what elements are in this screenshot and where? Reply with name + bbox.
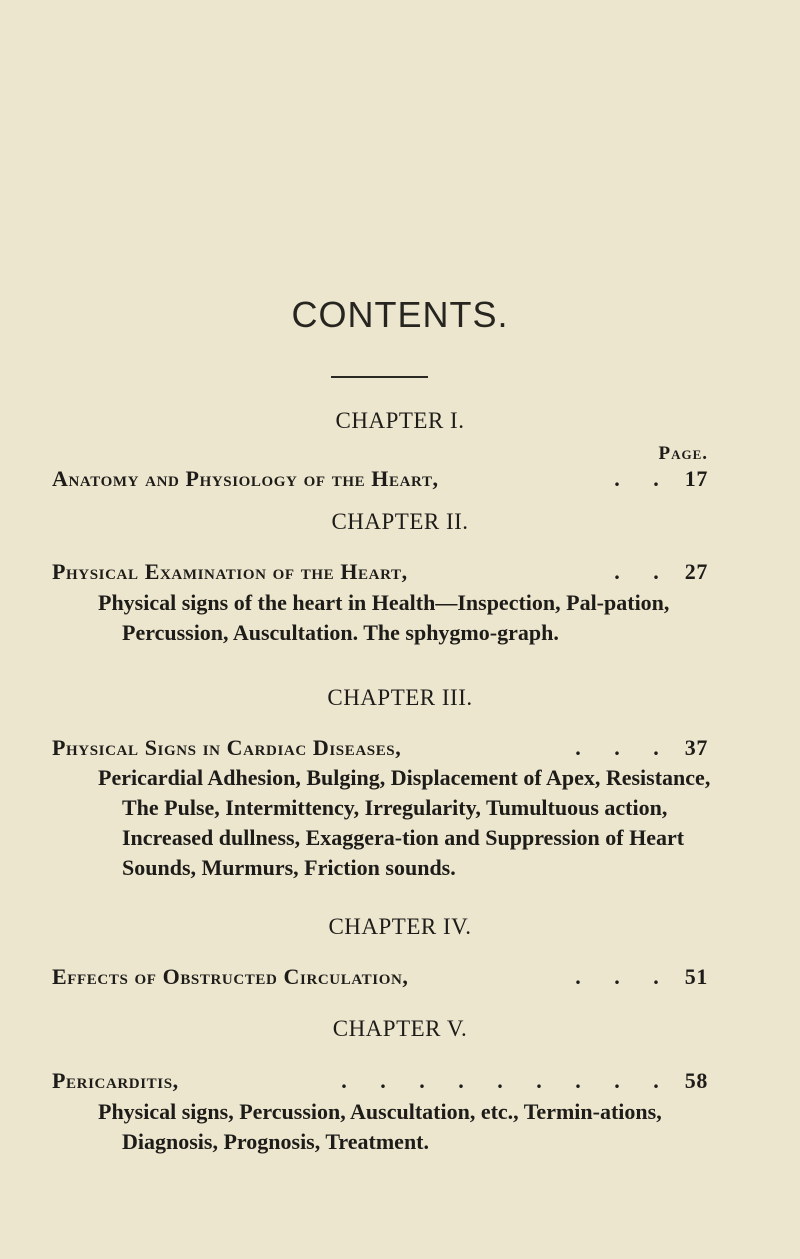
title-rule <box>331 376 428 378</box>
dot-leader: . . . <box>575 964 673 989</box>
page-number: 58 <box>684 1068 708 1093</box>
toc-entry[interactable] <box>52 964 708 990</box>
toc-entry[interactable] <box>52 466 708 492</box>
dot-leader: . . . . . . . . . <box>341 1068 673 1093</box>
chapter-heading: CHAPTER I. <box>335 408 465 433</box>
page-column-label: Page. <box>658 443 708 464</box>
chapter-heading: CHAPTER V. <box>332 1016 468 1041</box>
page-title: CONTENTS. <box>291 294 509 335</box>
entry-title: Physical Signs in Cardiac Diseases, <box>52 735 402 760</box>
dot-leader: . . <box>614 559 673 584</box>
entry-title: Physical Examination of the Heart, <box>52 559 408 584</box>
entry-description: Physical signs, Percussion, Auscultation, etc., Termin-ations, Diagnosis, Prognosis, Treatment. <box>98 1099 662 1154</box>
toc-entry[interactable] <box>52 559 708 585</box>
entry-title: Effects of Obstructed Circulation, <box>52 964 409 989</box>
entry-description: Physical signs of the heart in Health—Inspection, Pal-pation, Percussion, Auscultation. The sphygmo-graph. <box>98 590 670 645</box>
toc-entry[interactable] <box>52 735 708 761</box>
page-number: 51 <box>684 964 708 989</box>
entry-title: Anatomy and Physiology of the Heart, <box>52 466 439 491</box>
page-number: 27 <box>684 559 708 584</box>
page-number: 17 <box>684 466 708 491</box>
entry-description: Pericardial Adhesion, Bulging, Displacement of Apex, Resistance, The Pulse, Intermittency, Irregularity, Tumultuous action, Increased dullness, Exaggera-tion and Suppression of Heart Sounds, Murmurs, Friction sounds. <box>98 765 711 880</box>
entry-title: Pericarditis, <box>52 1068 179 1093</box>
toc-entry[interactable] <box>52 1068 708 1094</box>
dot-leader: . . . <box>575 735 673 760</box>
page-number: 37 <box>684 735 708 760</box>
chapter-heading: CHAPTER III. <box>327 685 473 710</box>
chapter-heading: CHAPTER II. <box>331 509 469 534</box>
chapter-heading: CHAPTER IV. <box>328 914 472 939</box>
dot-leader: . . <box>614 466 673 491</box>
